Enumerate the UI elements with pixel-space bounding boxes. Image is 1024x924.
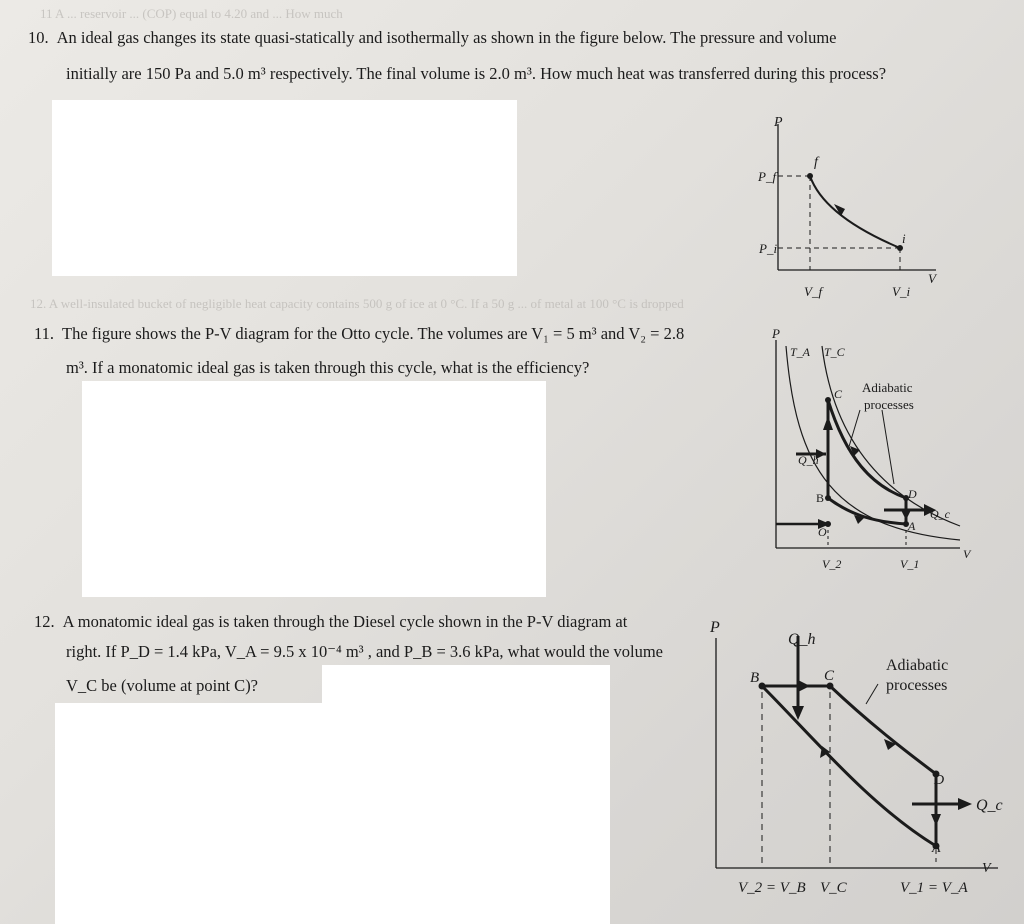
qh-label: Q_h xyxy=(798,453,819,467)
v2-label: V_2 xyxy=(822,557,842,571)
adiabatic-label-1: Adiabatic xyxy=(862,380,913,395)
isothermal-pv-diagram xyxy=(752,112,952,302)
a-label: A xyxy=(932,841,941,856)
bleed-through-middle: 12. A well-insulated bucket of negligible heat capacity contains 500 g of ice at 0 °C. If a 50 g ... of metal at 100 °C is dropped xyxy=(30,296,684,311)
v1-label: V_1 xyxy=(900,557,920,571)
v-axis-label: V xyxy=(963,547,971,561)
question-10-line-2: initially are 150 Pa and 5.0 m³ respectively. The final volume is 2.0 m³. How much heat was transferred during this process? xyxy=(66,64,887,83)
question-11-number: 11. xyxy=(34,324,55,343)
v2-vb-label: V_2 = V_B xyxy=(738,880,806,896)
answer-redaction-11 xyxy=(82,381,546,597)
b-label: B xyxy=(816,491,825,505)
p-axis-label: P xyxy=(772,326,780,341)
v1-va-label: V_1 = V_A xyxy=(900,880,968,896)
a-label: A xyxy=(908,519,916,533)
adiabatic-label-1: Adiabatic xyxy=(886,657,949,674)
qc-label: Q_c xyxy=(976,797,1003,814)
vi-label: V_i xyxy=(892,284,911,299)
question-12-line-2: right. If P_D = 1.4 kPa, V_A = 9.5 x 10⁻⁴ m³ , and P_B = 3.6 kPa, what would the volume xyxy=(66,642,664,661)
question-11-line-1: 11. The figure shows the P-V diagram for the Otto cycle. The volumes are V₁ = 5 m³ and V₂ = 2.8 xyxy=(34,324,685,343)
b-label: B xyxy=(750,670,760,686)
tc-label: T_C xyxy=(824,345,845,359)
vf-label: V_f xyxy=(804,284,823,299)
question-11-line-2: m³. If a monatomic ideal gas is taken through this cycle, what is the efficiency? xyxy=(66,358,590,377)
adiabatic-label-2: processes xyxy=(864,397,914,412)
answer-redaction-12b xyxy=(55,703,610,924)
pi-label: P_i xyxy=(759,241,778,256)
bleed-through-top: 11 A ... reservoir ... (COP) equal to 4.20 and ... How much xyxy=(40,6,343,21)
i-label: i xyxy=(902,231,906,246)
otto-cycle-pv-diagram xyxy=(762,318,992,578)
d-label: D xyxy=(934,773,945,788)
f-label: f xyxy=(814,155,818,170)
diesel-cycle-pv-diagram xyxy=(700,610,1020,910)
v-axis-label: V xyxy=(982,861,991,876)
pf-label: P_f xyxy=(758,169,777,184)
d-label: D xyxy=(908,487,917,501)
question-12-line-1: 12. A monatomic ideal gas is taken through the Diesel cycle shown in the P-V diagram at xyxy=(34,612,628,631)
question-12-number: 12. xyxy=(34,612,55,631)
ta-label: T_A xyxy=(790,345,811,359)
point-f xyxy=(807,173,813,179)
question-10-line-1: 10. An ideal gas changes its state quasi-statically and isothermally as shown in the figure below. The pressure and volume xyxy=(28,28,837,47)
question-12-line-3: V_C be (volume at point C)? xyxy=(66,676,259,695)
qh-label: Q_h xyxy=(788,631,816,648)
p-axis-label: P xyxy=(774,115,783,130)
o-label: O xyxy=(818,525,827,539)
qc-label: Q_c xyxy=(930,507,950,521)
c-label: C xyxy=(834,387,843,401)
adiabatic-label-2: processes xyxy=(886,677,948,694)
p-axis-label: P xyxy=(710,619,720,636)
v-axis-label: V xyxy=(928,271,936,286)
answer-redaction-10 xyxy=(52,100,517,276)
question-10-number: 10. xyxy=(28,28,49,47)
vc-label: V_C xyxy=(820,880,847,896)
c-label: C xyxy=(824,668,835,684)
